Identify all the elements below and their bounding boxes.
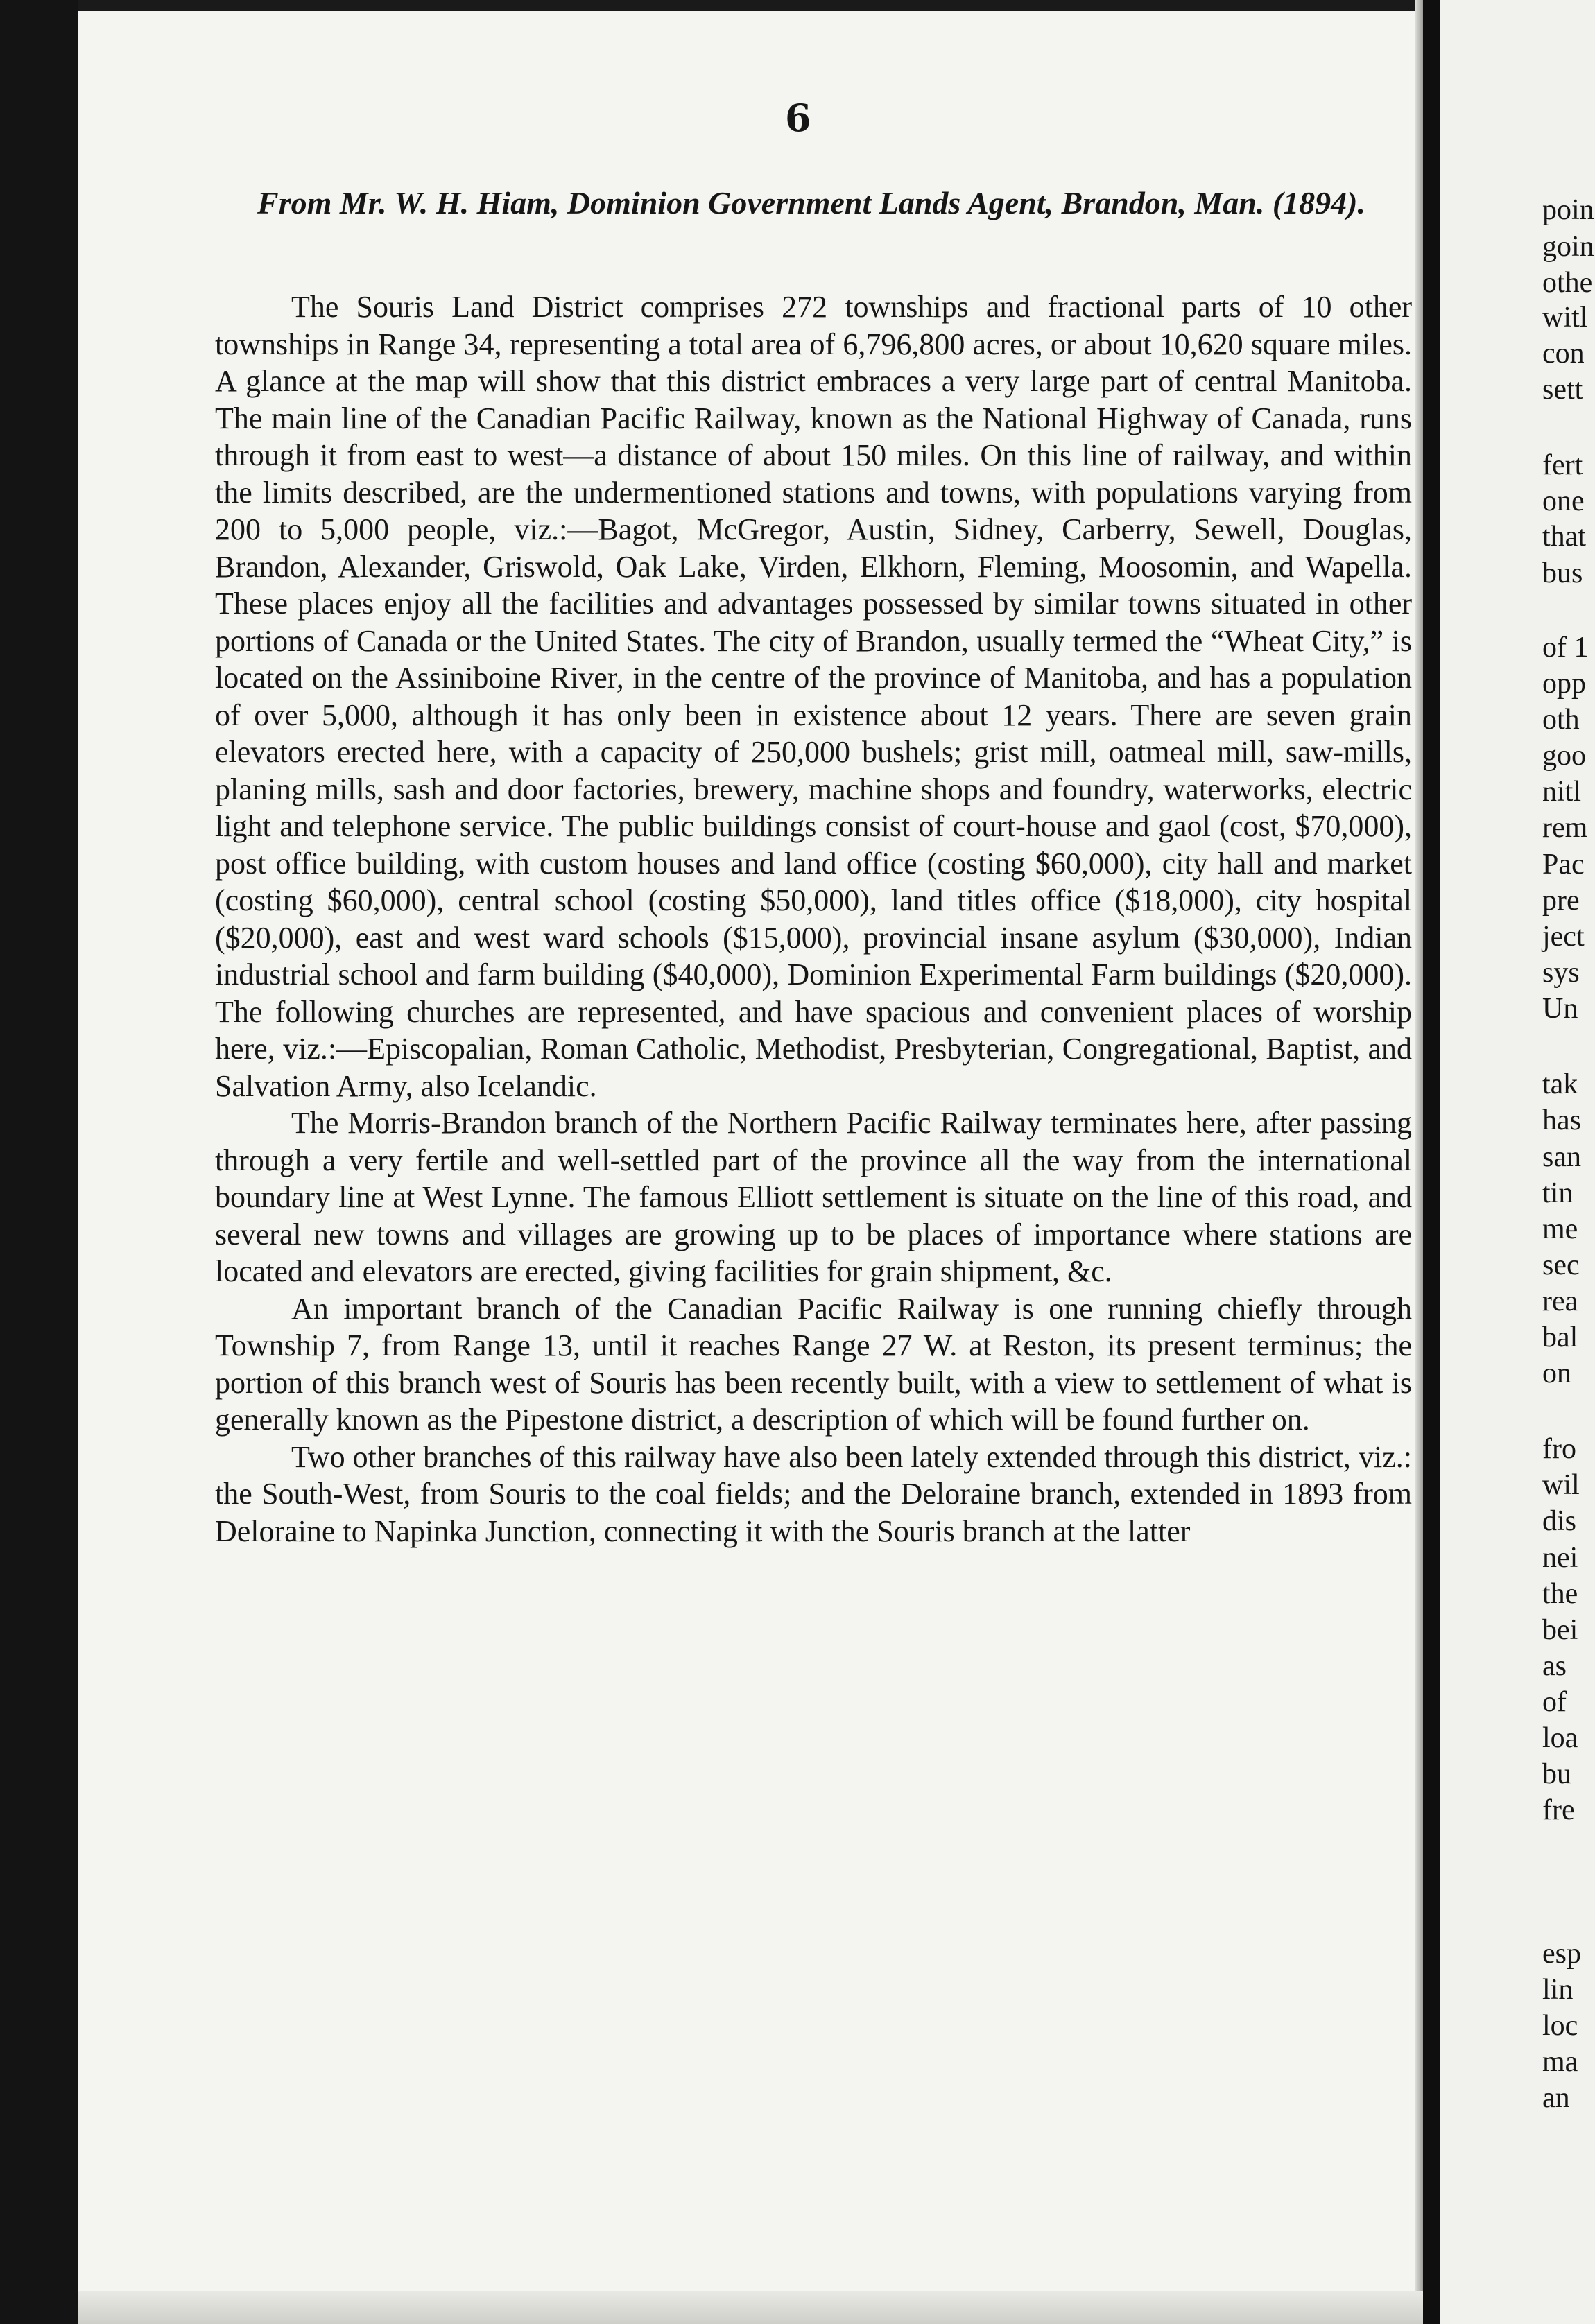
paragraph: The Souris Land District comprises 272 townships and fractional parts of 10 other townships in Range 34, representing a total area of 6,796,800 acres, or about 10,620 square miles. A glance at the map will show that this district embraces a very large part of central Manitoba. The main line of the Canadian Pacific Railway, known as the National Highway of Canada, runs through it from east to west—a distance of about 150 miles. On this line of railway, and within the limits described, are the undermentioned stations and towns, with populations varying from 200 to 5,000 people, viz.:—Bagot, McGregor, Austin, Sidney, Carberry, Sewell, Douglas, Brandon, Alexander, Griswold, Oak Lake, Virden, Elkhorn, Fleming, Moosomin, and Wapella. These places enjoy all the facilities and advantages possessed by similar towns situated in other portions of Canada or the United States. The city of Brandon, usually termed the “Wheat City,” is located on the Assiniboine River, in the centre of the province of Manitoba, and has a population of over 5,000, although it has only been in existence about 12 years. There are seven grain elevators erected here, with a capacity of 250,000 bushels; grist mill, oatmeal mill, saw-mills, planing mills, sash and door factories, brewery, machine shops and foundry, waterworks, electric light and telephone service. The public buildings consist of court-house and gaol (cost, $70,000), post office building, with custom houses and land office (costing $60,000), city hall and market (costing $60,000), central school (costing $50,000), land titles office ($18,000), city hospital ($20,000), east and west ward schools ($15,000), provincial insane asylum ($30,000), Indian industrial school and farm building ($40,000), Dominion Experimental Farm buildings ($20,000). The following churches are represented, and have spacious and convenient places of worship here, viz.:—Episcopalian, Roman Catholic, Methodist, Presbyterian, Congregational, Baptist, and Salvation Army, also Icelandic. [215, 290, 1412, 1103]
adjacent-page-fragment: oth [1542, 704, 1580, 736]
adjacent-page-fragment: sys [1542, 957, 1580, 989]
adjacent-page-fragment: one [1542, 485, 1585, 517]
paragraph: An important branch of the Canadian Pacific Railway is one running chiefly through Township 7, from Range 13, until it reaches Range 27 W. at Reston, its present terminus; the portion of this branch west of Souris has been recently built, with a view to settlement of what is generally known as the Pipestone district, a description of which will be found further on. [215, 1291, 1412, 1437]
adjacent-page-fragment: bal [1542, 1321, 1578, 1353]
adjacent-page-fragment: con [1542, 338, 1585, 370]
adjacent-page-fragment: lin [1542, 1974, 1574, 2006]
document-page [78, 11, 1415, 2291]
adjacent-page-fragment: loc [1542, 2010, 1578, 2042]
adjacent-page-fragment: fert [1542, 449, 1583, 481]
adjacent-page-fragment: pre [1542, 885, 1580, 917]
page-fold-shadow [1415, 0, 1423, 2324]
adjacent-page-fragment: bu [1542, 1758, 1571, 1790]
page-bottom-edge [78, 2291, 1423, 2324]
paragraph: The Morris-Brandon branch of the Northern Pacific Railway terminates here, after passing through a very fertile and well-settled part of the province all the way from the international boundary line at West Lynne. The famous Elliott settlement is situate on the line of this road, and several new towns and villages are growing up to be places of importance where stations are located and elevators are erected, giving facilities for grain shipment, &c. [215, 1106, 1412, 1288]
adjacent-page-fragment: esp [1542, 1938, 1581, 1970]
adjacent-page-fragment: dis [1542, 1505, 1577, 1537]
adjacent-page-fragment: sett [1542, 374, 1583, 406]
adjacent-page-fragment: othe [1542, 267, 1593, 299]
adjacent-page-edge [1440, 0, 1595, 2324]
adjacent-page-fragment: ma [1542, 2046, 1578, 2078]
adjacent-page-fragment: goo [1542, 740, 1586, 772]
adjacent-page-fragment: ject [1542, 921, 1585, 953]
adjacent-page-fragment: as [1542, 1650, 1567, 1682]
adjacent-page-fragment: fre [1542, 1794, 1575, 1826]
adjacent-page-fragment: of [1542, 1686, 1567, 1718]
paragraph: Two other branches of this railway have also been lately extended through this district, viz.: the South-West, from Souris to the coal fields; and the Deloraine branch, extended in 1893 from Deloraine to Napinka Junction, connecting it with the Souris branch at the latter [215, 1439, 1412, 1548]
page-number: 6 [785, 96, 811, 140]
body-text [215, 288, 1412, 1550]
adjacent-page-fragment: loa [1542, 1722, 1578, 1754]
adjacent-page-fragment: bus [1542, 557, 1583, 589]
adjacent-page-fragment: Pac [1542, 849, 1585, 881]
adjacent-page-fragment: rea [1542, 1285, 1578, 1317]
adjacent-page-fragment: poin [1542, 194, 1594, 226]
adjacent-page-fragment: goin [1542, 231, 1594, 263]
adjacent-page-fragment: san [1542, 1141, 1581, 1173]
letter-heading: From Mr. W. H. Hiam, Dominion Government Lands Agent, Brandon, Man. (1894). [257, 185, 1365, 220]
adjacent-page-fragment: on [1542, 1358, 1571, 1389]
book-gutter [1423, 0, 1440, 2324]
adjacent-page-fragment: bei [1542, 1614, 1578, 1646]
adjacent-page-fragment: of 1 [1542, 632, 1589, 664]
adjacent-page-fragment: tin [1542, 1177, 1574, 1209]
adjacent-page-fragment: the [1542, 1578, 1578, 1610]
adjacent-page-fragment: rem [1542, 812, 1588, 844]
adjacent-page-fragment: nitl [1542, 776, 1582, 808]
adjacent-page-fragment: tak [1542, 1068, 1578, 1100]
scan-border-left [0, 0, 78, 2324]
adjacent-page-fragment: has [1542, 1104, 1581, 1136]
adjacent-page-fragment: me [1542, 1213, 1578, 1245]
scan-border-top [0, 0, 1595, 11]
adjacent-page-fragment: sec [1542, 1249, 1580, 1281]
adjacent-page-fragment: that [1542, 521, 1586, 553]
adjacent-page-fragment: nei [1542, 1542, 1578, 1574]
adjacent-page-fragment: fro [1542, 1433, 1576, 1465]
adjacent-page-fragment: opp [1542, 668, 1586, 700]
adjacent-page-fragment: wil [1542, 1469, 1580, 1501]
adjacent-page-fragment: witl [1542, 302, 1588, 333]
adjacent-page-fragment: Un [1542, 993, 1578, 1025]
adjacent-page-fragment: an [1542, 2082, 1570, 2114]
